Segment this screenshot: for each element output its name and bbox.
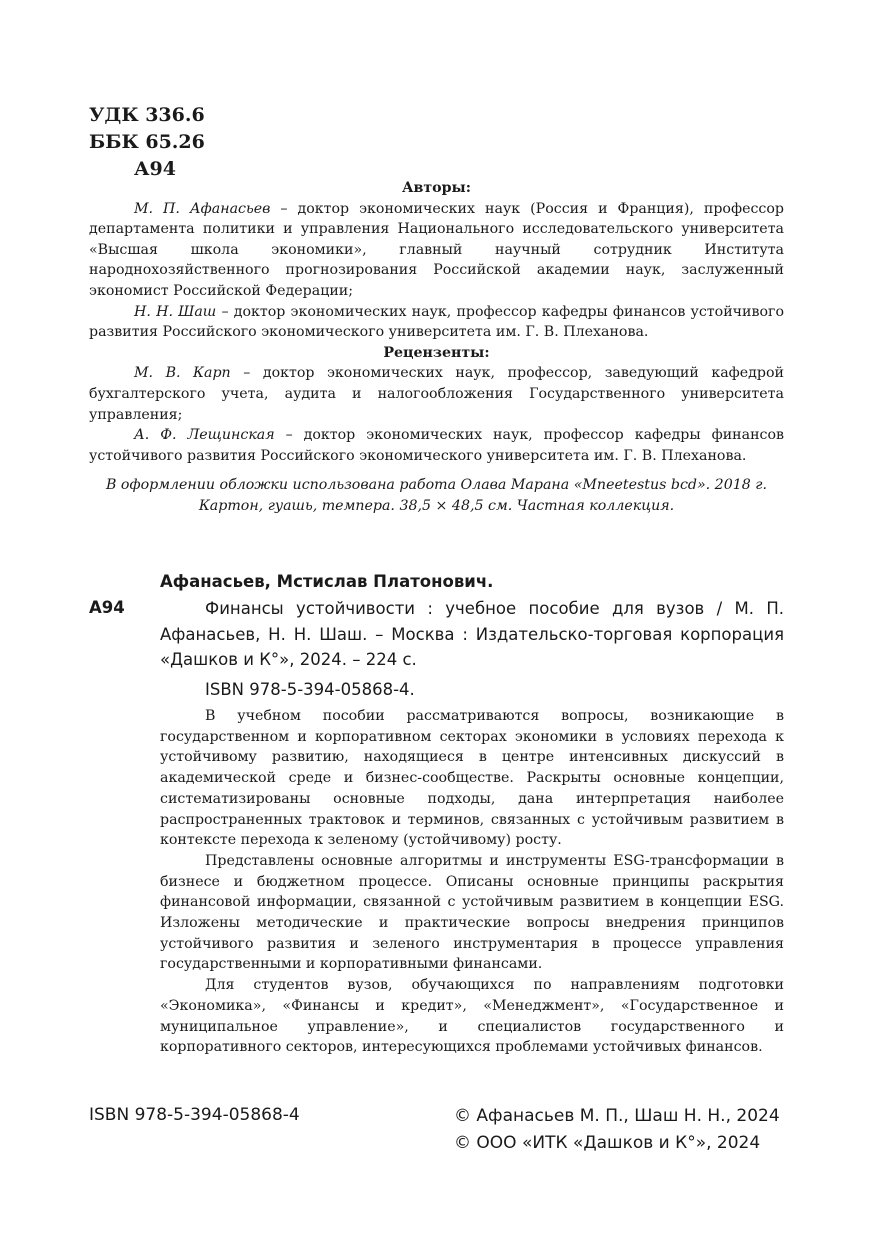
author-description: – доктор экономических наук (Россия и Франция), профессор департамента политики и управления Национального исследовательского университета «Высшая школа экономики», главный научный сотрудник Института народнохозяйственного прогнозирования Российской академии наук, заслуженный экономист Российской Федерации; <box>89 200 784 299</box>
author-name: М. П. Афанасьев <box>134 200 271 217</box>
abstract <box>160 706 784 1058</box>
author-entry <box>89 199 784 302</box>
reviewers-heading: Рецензенты: <box>383 344 490 361</box>
reviewer-entry <box>89 363 784 425</box>
author-name: Н. Н. Шаш <box>134 303 217 320</box>
abstract-paragraph: В учебном пособии рассматриваются вопросы, возникающие в государственном и корпоративном секторах экономики в условиях перехода к устойчивому развитию, находящиеся в центре интенсивных дискуссий в академической среде и бизнес-сообществе. Раскрыты основные концепции, систематизированы основные подходы, дана интерпретация наиболее распространенных трактовок и терминов, связанных с устойчивым развитием в контексте перехода к зеленому (устойчивому) росту. <box>160 708 784 849</box>
cover-note <box>89 475 784 517</box>
bbk-code: ББК 65.26 <box>89 131 205 153</box>
bibliographic-isbn: ISBN 978-5-394-05868-4. <box>205 680 415 699</box>
abstract-paragraph: Для студентов вузов, обучающихся по направлениям подготовки «Экономика», «Финансы и кредит», «Менеджмент», «Государственное и муниципальное управление», и специалистов государственного и корпоративного секторов, интересующихся проблемами устойчивых финансов. <box>160 977 784 1056</box>
bibliographic-code: А94 <box>89 598 125 617</box>
copyright-authors: © Афанасьев М. П., Шаш Н. Н., 2024 <box>454 1106 780 1126</box>
bibliographic-author: Афанасьев, Мстислав Платонович. <box>160 572 494 591</box>
bibliographic-description <box>160 596 784 673</box>
authors-section <box>89 178 784 466</box>
author-description: – доктор экономических наук, профессор кафедры финансов устойчивого развития Российского экономического университета им. Г. В. Плеханова. <box>89 303 784 341</box>
reviewer-name: М. В. Карп <box>134 365 231 382</box>
abstract-paragraph: Представлены основные алгоритмы и инструменты ESG-трансформации в бизнесе и бюджетном процессе. Описаны основные принципы раскрытия финансовой информации, связанной с устойчивым развитием в концепции ESG. Изложены методические и практические вопросы внедрения принципов устойчивого развития и зеленого инструментария в процессе управления государственными и корпоративными финансами. <box>160 852 784 973</box>
reviewer-entry <box>89 425 784 466</box>
reviewer-description: – доктор экономических наук, профессор, заведующий кафедрой бухгалтерского учета, аудита и налогообложения Государственного университета управления; <box>89 365 784 423</box>
footer-isbn: ISBN 978-5-394-05868-4 <box>89 1105 300 1125</box>
footer-copyright <box>454 1103 780 1157</box>
reviewer-name: А. Ф. Лещинская <box>134 427 275 444</box>
reviewer-description: – доктор экономических наук, профессор кафедры финансов устойчивого развития Российского экономического университета им. Г. В. Плеханова. <box>89 427 784 464</box>
author-mark: А94 <box>134 158 176 180</box>
classification-codes <box>89 102 205 183</box>
udk-code: УДК 336.6 <box>89 104 205 126</box>
cover-note-line-2: Картон, гуашь, темпера. 38,5 × 48,5 см. Частная коллекция. <box>198 498 675 514</box>
cover-note-line-1: В оформлении обложки использована работа Олава Марана «Mneetestus bcd». 2018 г. <box>106 477 767 493</box>
bibliographic-description-text: Финансы устойчивости : учебное пособие для вузов / М. П. Афанасьев, Н. Н. Шаш. – Москва : Издательско-торговая корпорация «Дашков и К°», 2024. – 224 с. <box>160 599 784 669</box>
authors-heading: Авторы: <box>401 180 472 196</box>
copyright-publisher: © ООО «ИТК «Дашков и К°», 2024 <box>454 1133 761 1153</box>
author-entry <box>89 302 784 343</box>
